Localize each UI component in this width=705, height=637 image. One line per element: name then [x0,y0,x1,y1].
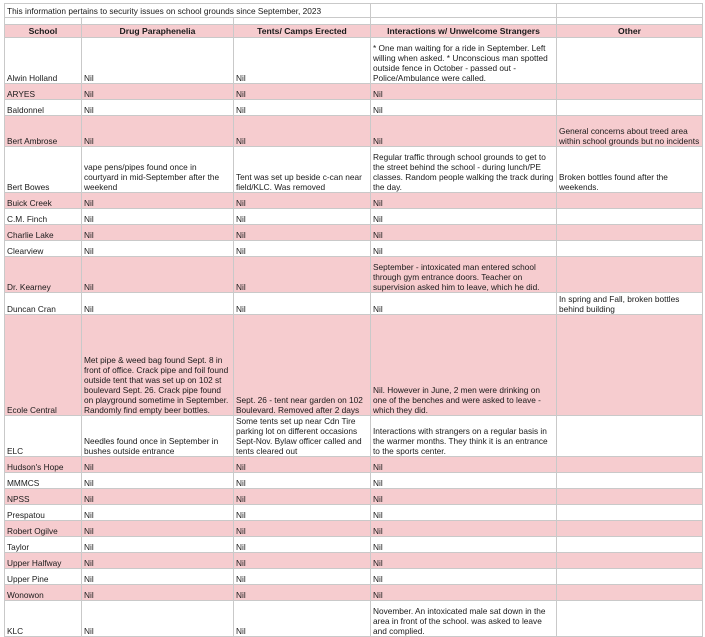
cell-school[interactable]: Dr. Kearney [5,257,82,293]
cell-tents[interactable]: Nil [234,84,371,100]
cell-school[interactable]: Wonowon [5,585,82,601]
cell-interactions[interactable]: Nil [371,100,557,116]
header-interactions[interactable]: Interactions w/ Unwelcome Strangers [371,25,557,38]
cell-drug[interactable]: Nil [82,601,234,637]
cell-school[interactable]: Prespatou [5,505,82,521]
cell-other[interactable] [557,241,703,257]
cell-tents[interactable]: Nil [234,537,371,553]
table-row [5,116,703,147]
cell-interactions[interactable]: Nil [371,505,557,521]
cell-drug[interactable]: Nil [82,209,234,225]
cell-interactions[interactable]: Nil [371,116,557,147]
cell-interactions[interactable]: Nil [371,293,557,315]
table-row [5,601,703,637]
cell-school[interactable]: Buick Creek [5,193,82,209]
cell-other[interactable] [557,489,703,505]
cell-tents[interactable]: Nil [234,505,371,521]
cell-tents[interactable]: Nil [234,100,371,116]
empty-cell[interactable] [557,18,703,25]
cell-drug[interactable]: Nil [82,38,234,84]
cell-other[interactable] [557,553,703,569]
table-row [5,416,703,457]
cell-tents[interactable]: Nil [234,585,371,601]
cell-school[interactable]: ARYES [5,84,82,100]
cell-school[interactable]: Ecole Central [5,315,82,416]
cell-interactions[interactable]: * One man waiting for a ride in September. Left willing when asked. * Unconscious man spotted outside fence in October - passed out - Police/Ambulance were called. [371,38,557,84]
table-row [5,585,703,601]
cell-other[interactable] [557,569,703,585]
cell-drug[interactable]: Nil [82,553,234,569]
cell-interactions[interactable]: Nil [371,489,557,505]
table-row [5,293,703,315]
cell-interactions[interactable]: Regular traffic through school grounds to get to the street behind the school - during lunch/PE classes. Random people walking the track during the day. [371,147,557,193]
cell-school[interactable]: ELC [5,416,82,457]
spacer-row [5,18,703,25]
cell-drug[interactable]: Nil [82,293,234,315]
cell-school[interactable]: KLC [5,601,82,637]
cell-tents[interactable]: Nil [234,489,371,505]
cell-other[interactable] [557,505,703,521]
table-row [5,193,703,209]
cell-drug[interactable]: Nil [82,521,234,537]
cell-school[interactable]: Bert Bowes [5,147,82,193]
cell-drug[interactable]: Nil [82,489,234,505]
cell-tents[interactable]: Nil [234,521,371,537]
cell-interactions[interactable]: Nil [371,209,557,225]
cell-drug[interactable]: Nil [82,537,234,553]
cell-interactions[interactable]: Nil. However in June, 2 men were drinking on one of the benches and were asked to leave - which they did. [371,315,557,416]
cell-other[interactable] [557,209,703,225]
cell-interactions[interactable]: Nil [371,84,557,100]
cell-school[interactable]: Bert Ambrose [5,116,82,147]
empty-cell[interactable] [234,18,371,25]
cell-other[interactable] [557,100,703,116]
cell-interactions[interactable]: Nil [371,537,557,553]
cell-other[interactable] [557,193,703,209]
cell-interactions[interactable]: Nil [371,521,557,537]
cell-other[interactable] [557,457,703,473]
cell-drug[interactable]: Nil [82,569,234,585]
cell-drug[interactable]: Met pipe & weed bag found Sept. 8 in front of office. Crack pipe and foil found outside tent that was set up on 102 st boulevard Sept. 26. Crack pipe found on playground sometime in September. Randomly find empty beer bottles. [82,315,234,416]
cell-other[interactable] [557,257,703,293]
cell-interactions[interactable]: Nil [371,193,557,209]
cell-drug[interactable]: Nil [82,473,234,489]
table-body [5,4,703,637]
cell-other[interactable] [557,473,703,489]
cell-other[interactable] [557,601,703,637]
cell-other[interactable] [557,416,703,457]
cell-school[interactable]: MMMCS [5,473,82,489]
cell-drug[interactable]: Nil [82,225,234,241]
cell-other[interactable] [557,521,703,537]
header-school[interactable]: School [5,25,82,38]
cell-other[interactable] [557,585,703,601]
cell-tents[interactable]: Nil [234,257,371,293]
empty-cell[interactable] [557,4,703,18]
cell-other[interactable]: General concerns about treed area within school grounds but no incidents [557,116,703,147]
cell-interactions[interactable]: November. An intoxicated male sat down in the area in front of the school. was asked to leave and complied. [371,601,557,637]
cell-other[interactable] [557,84,703,100]
cell-interactions[interactable]: Nil [371,457,557,473]
cell-school[interactable]: Charlie Lake [5,225,82,241]
table-row [5,147,703,193]
cell-drug[interactable]: Nil [82,257,234,293]
cell-drug[interactable]: Nil [82,585,234,601]
table-row [5,457,703,473]
cell-tents[interactable]: Nil [234,38,371,84]
cell-interactions[interactable]: Nil [371,473,557,489]
spreadsheet [0,3,705,636]
table-row [5,225,703,241]
cell-interactions[interactable]: Nil [371,553,557,569]
empty-cell[interactable] [371,18,557,25]
header-row [5,25,703,38]
cell-school[interactable]: C.M. Finch [5,209,82,225]
cell-school[interactable]: Upper Pine [5,569,82,585]
cell-drug[interactable]: Nil [82,84,234,100]
cell-drug[interactable]: Nil [82,100,234,116]
table-row [5,315,703,416]
header-drug-paraphenelia[interactable]: Drug Paraphenelia [82,25,234,38]
cell-school[interactable]: Baldonnel [5,100,82,116]
intro-note[interactable]: This information pertains to security issues on school grounds since September, 2023 [5,4,371,18]
cell-tents[interactable]: Nil [234,293,371,315]
empty-cell[interactable] [82,18,234,25]
cell-school[interactable]: Duncan Cran [5,293,82,315]
empty-cell[interactable] [5,18,82,25]
table-row [5,473,703,489]
cell-other[interactable] [557,38,703,84]
cell-school[interactable]: NPSS [5,489,82,505]
cell-tents[interactable]: Nil [234,241,371,257]
cell-drug[interactable]: Needles found once in September in bushes outside entrance [82,416,234,457]
cell-other[interactable]: Broken bottles found after the weekends. [557,147,703,193]
table-row [5,241,703,257]
table-row [5,569,703,585]
cell-school[interactable]: Hudson's Hope [5,457,82,473]
cell-tents[interactable]: Nil [234,193,371,209]
cell-drug[interactable]: Nil [82,457,234,473]
table-row [5,84,703,100]
cell-interactions[interactable]: Nil [371,585,557,601]
cell-school[interactable]: Clearview [5,241,82,257]
cell-tents[interactable]: Nil [234,209,371,225]
security-table [4,3,703,637]
empty-cell[interactable] [371,4,557,18]
cell-drug[interactable]: Nil [82,193,234,209]
cell-tents[interactable]: Tent was set up beside c-can near field/KLC. Was removed [234,147,371,193]
cell-tents[interactable]: Nil [234,553,371,569]
cell-tents[interactable]: Nil [234,569,371,585]
cell-interactions[interactable]: Nil [371,569,557,585]
cell-tents[interactable]: Nil [234,457,371,473]
header-tents-camps[interactable]: Tents/ Camps Erected [234,25,371,38]
cell-school[interactable]: Upper Halfway [5,553,82,569]
table-row [5,257,703,293]
cell-school[interactable]: Robert Ogilve [5,521,82,537]
cell-interactions[interactable]: September - intoxicated man entered school through gym entrance doors. Teacher on supervision asked him to leave, which he did. [371,257,557,293]
cell-drug[interactable]: Nil [82,116,234,147]
cell-other[interactable] [557,537,703,553]
cell-other[interactable] [557,225,703,241]
cell-tents[interactable]: Nil [234,473,371,489]
table-row [5,537,703,553]
table-row [5,553,703,569]
note-row [5,4,703,18]
table-row [5,521,703,537]
cell-drug[interactable]: vape pens/pipes found once in courtyard in mid-September after the weekend [82,147,234,193]
table-row [5,489,703,505]
cell-drug[interactable]: Nil [82,241,234,257]
table-row [5,209,703,225]
cell-interactions[interactable]: Interactions with strangers on a regular basis in the warmer months. They think it is an entrance to the sports center. [371,416,557,457]
cell-tents[interactable]: Some tents set up near Cdn Tire parking lot on different occasions Sept-Nov. Bylaw officer called and tents cleared out [234,416,371,457]
cell-tents[interactable]: Nil [234,116,371,147]
cell-drug[interactable]: Nil [82,505,234,521]
cell-interactions[interactable]: Nil [371,225,557,241]
header-other[interactable]: Other [557,25,703,38]
cell-school[interactable]: Taylor [5,537,82,553]
cell-tents[interactable]: Sept. 26 - tent near garden on 102 Boulevard. Removed after 2 days [234,315,371,416]
cell-tents[interactable]: Nil [234,601,371,637]
cell-school[interactable]: Alwin Holland [5,38,82,84]
table-row [5,38,703,84]
cell-other[interactable] [557,315,703,416]
table-row [5,100,703,116]
cell-interactions[interactable]: Nil [371,241,557,257]
table-row [5,505,703,521]
cell-tents[interactable]: Nil [234,225,371,241]
cell-other[interactable]: In spring and Fall, broken bottles behind building [557,293,703,315]
